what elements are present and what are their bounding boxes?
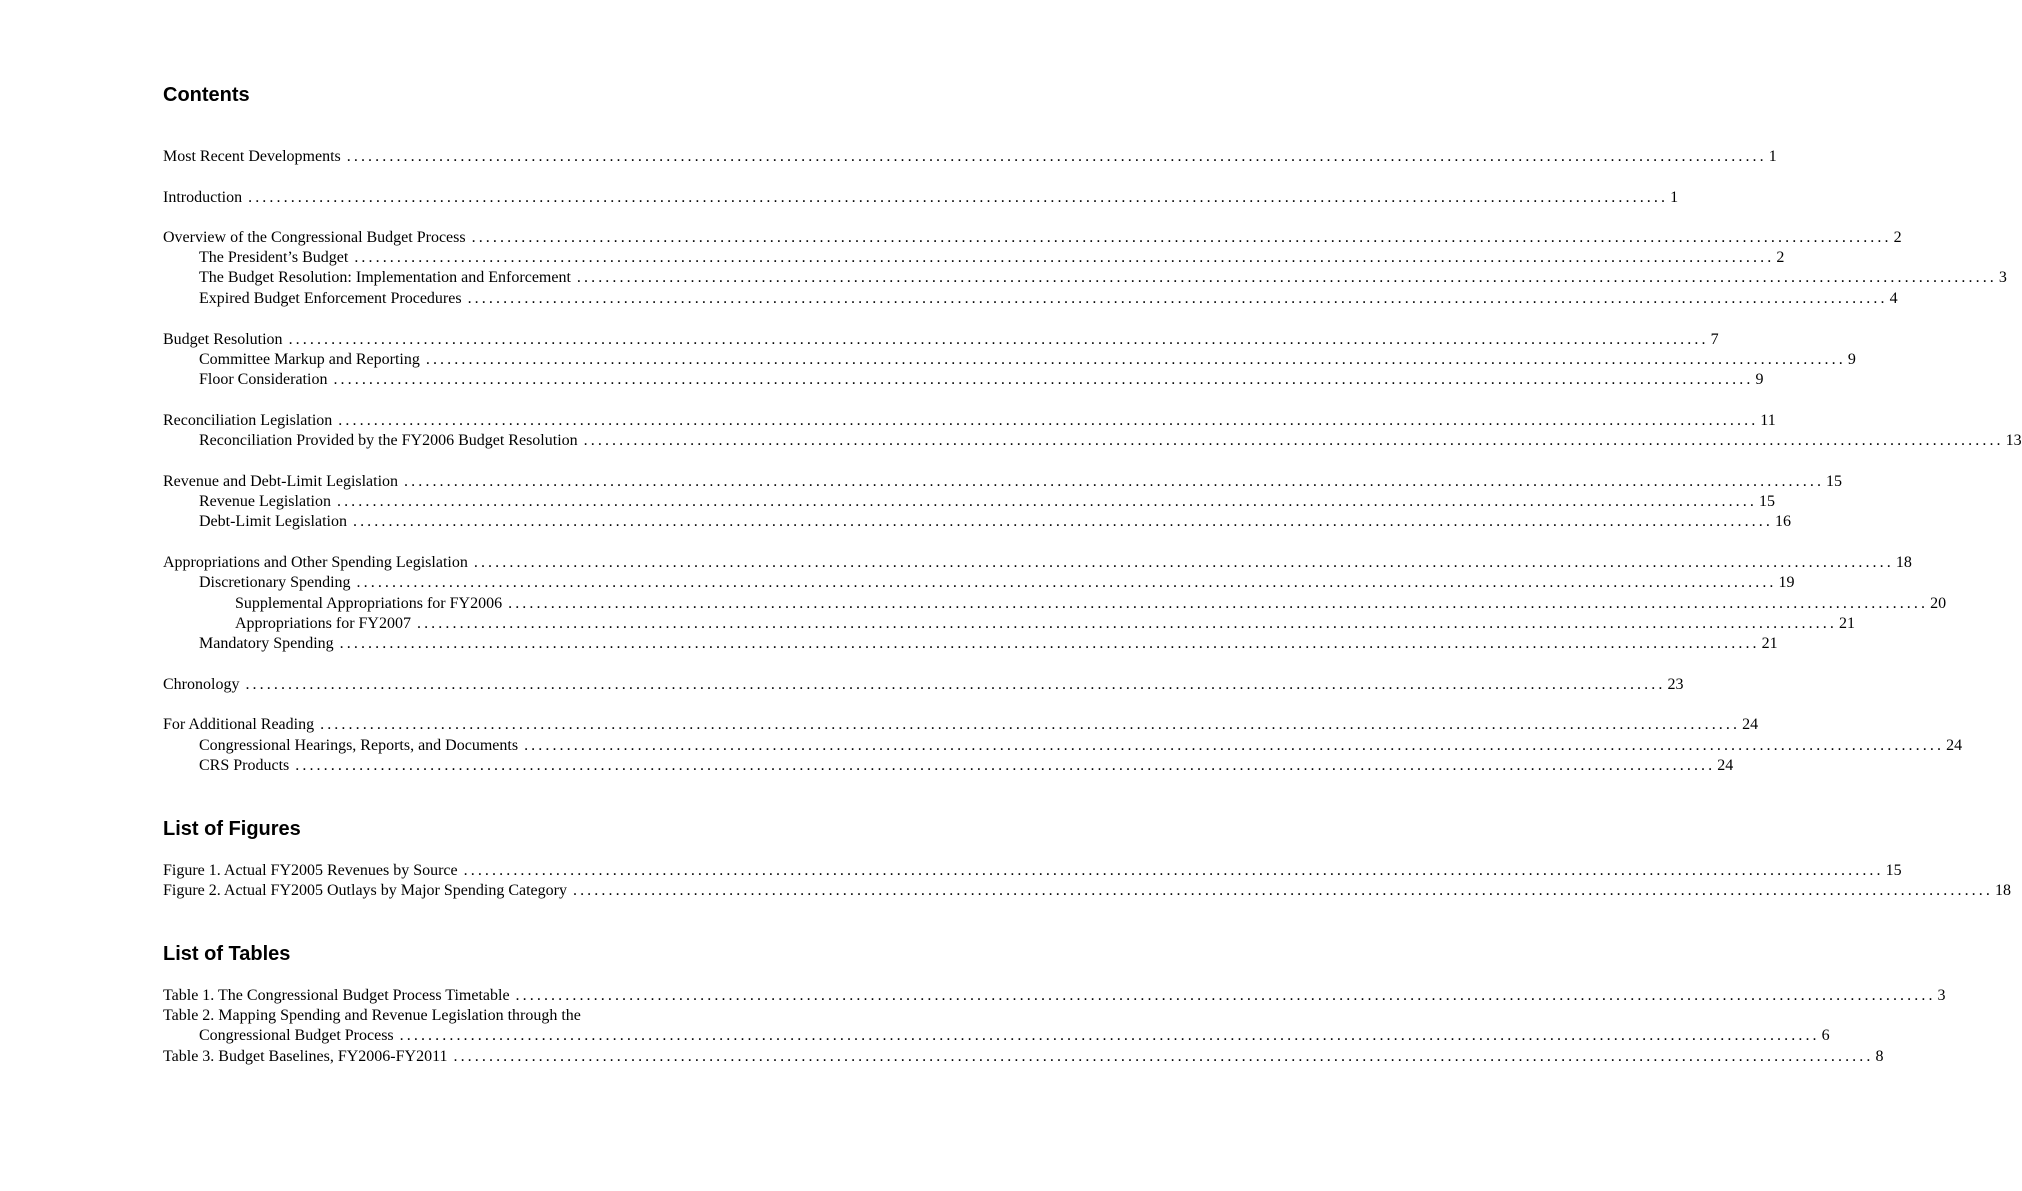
figure-entry-title: Figure 2. Actual FY2005 Outlays by Major Spending Category — [163, 882, 567, 899]
toc-entry-page: 3 — [1998, 269, 2007, 286]
toc-entry-page: 2 — [1776, 249, 1785, 266]
dot-leader: ........................................................................................................................................................................................................ — [471, 229, 1892, 246]
toc-entry[interactable] — [163, 472, 1843, 492]
toc-entry-page: 18 — [1895, 554, 1912, 571]
toc-entry-title: Revenue Legislation — [199, 493, 331, 510]
toc-entry-title: Debt-Limit Legislation — [199, 513, 347, 530]
toc-entry[interactable] — [163, 675, 1684, 695]
dot-leader: ........................................................................................................................................................................................................ — [576, 269, 1997, 286]
dot-leader: ........................................................................................................................................................................................................ — [515, 987, 1936, 1004]
toc-entry[interactable] — [163, 147, 1777, 167]
toc-entry-title: The Budget Resolution: Implementation and Enforcement — [199, 269, 571, 286]
toc-subentry[interactable] — [199, 370, 1764, 390]
toc-entry-page: 9 — [1755, 371, 1764, 388]
toc-entry-title: Reconciliation Legislation — [163, 412, 333, 429]
toc-entry-page: 15 — [1826, 473, 1843, 490]
dot-leader: ........................................................................................................................................................................................................ — [352, 513, 1773, 530]
toc-entry-page: 23 — [1667, 676, 1684, 693]
toc-entry-title: Committee Markup and Reporting — [199, 351, 420, 368]
table-entry-first-line[interactable]: Table 2. Mapping Spending and Revenue Legislation through the — [163, 1007, 581, 1024]
dot-leader: ........................................................................................................................................................................................................ — [338, 412, 1759, 429]
toc-entry-page: 21 — [1761, 635, 1778, 652]
toc-entry-title: Revenue and Debt-Limit Legislation — [163, 473, 399, 490]
figure-entry-page: 15 — [1885, 862, 1902, 879]
toc-entry-page: 24 — [1742, 716, 1759, 733]
toc-subentry[interactable] — [199, 492, 1775, 512]
toc-subentry[interactable] — [199, 268, 2007, 288]
toc-subentry[interactable] — [199, 634, 1778, 654]
toc-entry-title: Budget Resolution — [163, 331, 283, 348]
table-entry-title: Table 1. The Congressional Budget Process Timetable — [163, 987, 510, 1004]
toc-entry-page: 19 — [1778, 574, 1795, 591]
toc-entry-title: Most Recent Developments — [163, 148, 341, 165]
dot-leader: ........................................................................................................................................................................................................ — [467, 290, 1888, 307]
toc-entry-title: Supplemental Appropriations for FY2006 — [235, 595, 503, 612]
dot-leader: ........................................................................................................................................................................................................ — [295, 757, 1716, 774]
dot-leader: ........................................................................................................................................................................................................ — [416, 615, 1837, 632]
table-entry[interactable] — [199, 1026, 1830, 1046]
toc-entry[interactable] — [163, 411, 1776, 431]
dot-leader: ........................................................................................................................................................................................................ — [583, 432, 2004, 449]
toc-entry-page: 21 — [1838, 615, 1855, 632]
dot-leader: ........................................................................................................................................................................................................ — [354, 249, 1775, 266]
toc-subentry[interactable] — [199, 512, 1791, 532]
toc-entry-page: 13 — [2005, 432, 2022, 449]
toc-entry-page: 15 — [1758, 493, 1775, 510]
toc-entry-title: Discretionary Spending — [199, 574, 351, 591]
dot-leader: ........................................................................................................................................................................................................ — [245, 676, 1666, 693]
toc-entry[interactable] — [163, 188, 1679, 208]
toc-subentry[interactable] — [199, 736, 1963, 756]
dot-leader: ........................................................................................................................................................................................................ — [404, 473, 1825, 490]
dot-leader: ........................................................................................................................................................................................................ — [425, 351, 1846, 368]
dot-leader: ........................................................................................................................................................................................................ — [399, 1027, 1820, 1044]
table-entry-page: 6 — [1821, 1027, 1830, 1044]
table-entry-title-continuation: Congressional Budget Process — [199, 1027, 394, 1044]
toc-entry-title: Reconciliation Provided by the FY2006 Budget Resolution — [199, 432, 578, 449]
dot-leader: ........................................................................................................................................................................................................ — [339, 635, 1760, 652]
dot-leader: ........................................................................................................................................................................................................ — [333, 371, 1754, 388]
toc-subentry[interactable] — [199, 248, 1785, 268]
dot-leader: ........................................................................................................................................................................................................ — [346, 148, 1767, 165]
toc-entry-page: 24 — [1717, 757, 1734, 774]
table-entry-title: Table 3. Budget Baselines, FY2006-FY2011 — [163, 1048, 448, 1065]
toc-entry-page: 4 — [1889, 290, 1898, 307]
toc-subentry[interactable] — [199, 573, 1795, 593]
toc-entry-page: 1 — [1768, 148, 1777, 165]
dot-leader: ........................................................................................................................................................................................................ — [473, 554, 1894, 571]
toc-entry-page: 20 — [1930, 595, 1947, 612]
toc-entry-page: 2 — [1893, 229, 1902, 246]
toc-subentry[interactable] — [199, 756, 1734, 776]
toc-entry-title: CRS Products — [199, 757, 290, 774]
toc-entry-page: 11 — [1760, 412, 1776, 429]
toc-entry-title: Congressional Hearings, Reports, and Documents — [199, 737, 519, 754]
figure-entry[interactable] — [163, 861, 1902, 881]
toc-entry-title: The President’s Budget — [199, 249, 349, 266]
dot-leader: ........................................................................................................................................................................................................ — [453, 1048, 1874, 1065]
dot-leader: ........................................................................................................................................................................................................ — [524, 737, 1945, 754]
dot-leader: ........................................................................................................................................................................................................ — [508, 595, 1929, 612]
toc-subentry[interactable] — [199, 431, 2022, 451]
table-entry[interactable] — [163, 986, 1946, 1006]
toc-subsubentry[interactable] — [235, 594, 1947, 614]
figure-entry-page: 18 — [1994, 882, 2011, 899]
toc-entry-page: 7 — [1710, 331, 1719, 348]
toc-subentry[interactable] — [199, 350, 1856, 370]
toc-entry-title: Appropriations and Other Spending Legislation — [163, 554, 468, 571]
toc-entry[interactable] — [163, 330, 1719, 350]
toc-entry-title: Mandatory Spending — [199, 635, 334, 652]
toc-entry-title: Chronology — [163, 676, 240, 693]
list-of-tables-heading: List of Tables — [163, 943, 291, 965]
toc-entry-title: Expired Budget Enforcement Procedures — [199, 290, 462, 307]
contents-heading: Contents — [163, 84, 250, 106]
table-entry[interactable] — [163, 1047, 1884, 1067]
toc-entry-page: 9 — [1847, 351, 1856, 368]
dot-leader: ........................................................................................................................................................................................................ — [288, 331, 1709, 348]
list-of-figures-heading: List of Figures — [163, 818, 301, 840]
toc-entry-title: Floor Consideration — [199, 371, 328, 388]
dot-leader: ........................................................................................................................................................................................................ — [320, 716, 1741, 733]
toc-entry-title: Appropriations for FY2007 — [235, 615, 411, 632]
toc-entry-page: 16 — [1774, 513, 1791, 530]
dot-leader: ........................................................................................................................................................................................................ — [248, 189, 1669, 206]
table-entry-page: 8 — [1875, 1048, 1884, 1065]
toc-subsubentry[interactable] — [235, 614, 1855, 634]
toc-entry[interactable] — [163, 715, 1759, 735]
toc-entry-title: For Additional Reading — [163, 716, 315, 733]
toc-entry-page: 24 — [1946, 737, 1963, 754]
figure-entry[interactable] — [163, 881, 2011, 901]
dot-leader: ........................................................................................................................................................................................................ — [336, 493, 1757, 510]
dot-leader: ........................................................................................................................................................................................................ — [463, 862, 1884, 879]
figure-entry-title: Figure 1. Actual FY2005 Revenues by Source — [163, 862, 458, 879]
toc-subentry[interactable] — [199, 289, 1898, 309]
table-entry-page: 3 — [1937, 987, 1946, 1004]
toc-entry[interactable] — [163, 228, 1902, 248]
toc-entry[interactable] — [163, 553, 1912, 573]
toc-entry-page: 1 — [1670, 189, 1679, 206]
toc-entry-title: Introduction — [163, 189, 243, 206]
toc-entry-title: Overview of the Congressional Budget Process — [163, 229, 466, 246]
dot-leader: ........................................................................................................................................................................................................ — [356, 574, 1777, 591]
dot-leader: ........................................................................................................................................................................................................ — [572, 882, 1993, 899]
